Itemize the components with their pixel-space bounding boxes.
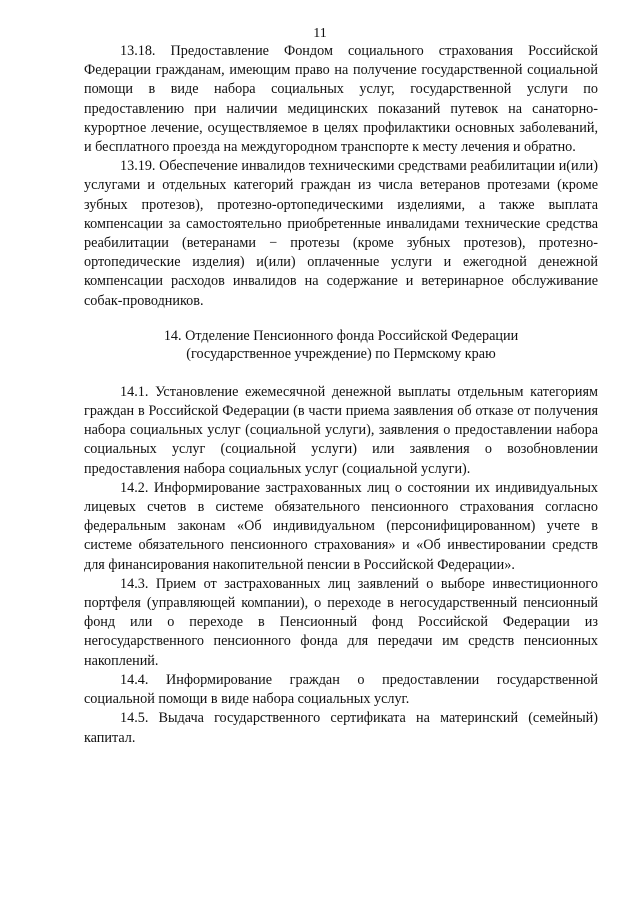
paragraph-14-2: 14.2. Информирование застрахованных лиц о состоянии их индивидуальных лицевых счетов в системе обязательного пенсионного страхования согласно федеральным законам «Об индивидуальном (персонифицированном) учете в системе обязательного пенсионного страхования» и «Об инвестировании средств для финансирования накопительной пенсии в Российской Федерации». <box>84 479 598 573</box>
section-heading-line-1: 14. Отделение Пенсионного фонда Российской Федерации <box>163 327 519 344</box>
paragraph-13-18: 13.18. Предоставление Фондом социального страхования Российской Федерации гражданам, имеющим право на получение государственной социальной помощи в виде набора социальных услуг, государственной услуги по предоставлению при наличии медицинских показаний путевок на санаторно-курортное лечение, осуществляемое в целях профилактики основных заболеваний, и бесплатного проезда на междугородном транспорте к месту лечения и обратно. <box>84 43 598 156</box>
document-body <box>84 42 598 748</box>
section-heading <box>84 327 598 363</box>
paragraph-13-19: 13.19. Обеспечение инвалидов техническими средствами реабилитации и(или) услугами и отдельных категорий граждан из числа ветеранов протезами (кроме зубных протезов), протезно-ортопедическими изделиями, а также выплата компенсации за самостоятельно приобретенные инвалидами технические средства реабилитации (ветеранами − протезы (кроме зубных протезов), протезно-ортопедические изделия) и(или) оплаченные услуги и ежегодной денежной компенсации расходов инвалидов на содержание и ветеринарное обслуживание собак-проводников. <box>84 158 598 309</box>
paragraph-14-3: 14.3. Прием от застрахованных лиц заявлений о выборе инвестиционного портфеля (управляющей компании), о переходе в негосударственный пенсионный фонд или о переходе в Пенсионный фонд Российской Федерации из негосударственного пенсионного фонда для передачи им средств пенсионных накоплений. <box>84 575 598 669</box>
section-heading-line-2: (государственное учреждение) по Пермскому краю <box>186 345 496 362</box>
paragraph-14-4: 14.4. Информирование граждан о предоставлении государственной социальной помощи в виде набора социальных услуг. <box>84 671 598 708</box>
paragraph-14-1: 14.1. Установление ежемесячной денежной выплаты отдельным категориям граждан в Российской Федерации (в части приема заявления об отказе от получения набора социальных услуг (социальной услуги), заявления о предоставлении набора социальных услуг (социальной услуги) или заявления о возобновлении предоставления набора социальных услуг (социальной услуги). <box>84 383 598 477</box>
paragraph-14-5: 14.5. Выдача государственного сертификата на материнский (семейный) капитал. <box>84 710 598 746</box>
page-number: 11 <box>313 26 327 41</box>
